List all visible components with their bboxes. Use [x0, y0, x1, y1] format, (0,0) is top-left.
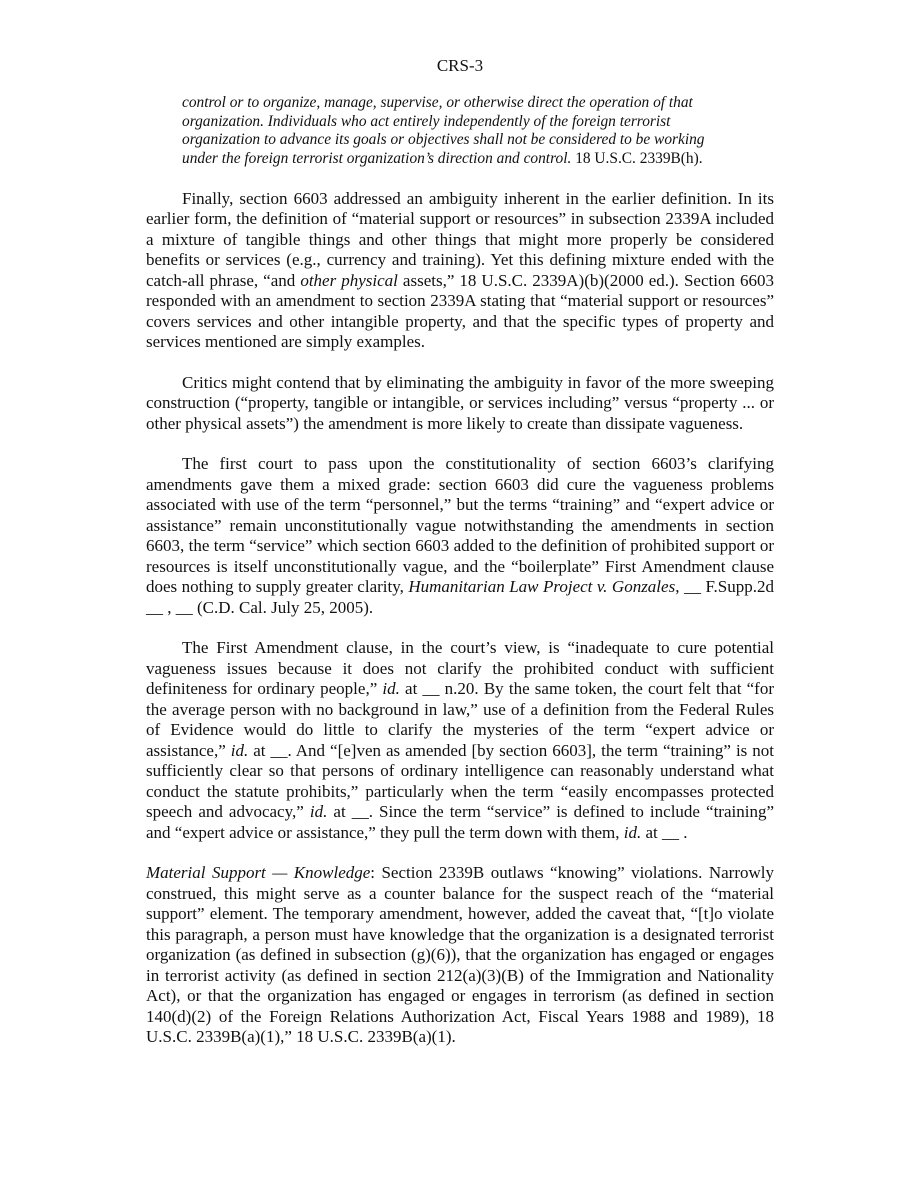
paragraph-text: The first court to pass upon the constitutionality of section 6603’s clarifying amendments gave them a mixed grade: section 6603 did cure the vagueness problems associated with use of the term “personnel,” but the terms “training” and “expert advice or assistance” remain unconstitutionally vague notwithstanding the amendments in section 6603, the term “service” which section 6603 added to the definition of prohibited support or resources is itself unconstitutionally vague, and the “boilerplate” First Amendment clause does nothing to supply greater clarity,: [146, 454, 774, 597]
quote-citation: 18 U.S.C. 2339B(h).: [575, 150, 703, 168]
document-body: [146, 94, 774, 1068]
paragraph-text: assets,” 18 U.S.C. 2339A)(b)(2000 ed.). Section 6603 responded with an amendment to section 2339A stating that “material support or resources” covers services and other intangible property, and that the specific types of property and services mentioned are simply examples.: [146, 270, 774, 352]
paragraph-text: at __. And “[e]ven as amended [by section 6603], the term “training” is not sufficiently clear so that persons of ordinary intelligence can reasonably understand what conduct the statute prohibits,” particularly when the term “easily encompasses protected speech and advocacy,”: [146, 740, 774, 822]
citation-id: id.: [309, 802, 328, 822]
paragraph-first-court: [146, 454, 774, 618]
paragraph-critics: Critics might contend that by eliminating the ambiguity in favor of the more sweeping construction (“property, tangible or intangible, or services including” versus “property ... or other physical assets”) the amendment is more likely to create than dissipate vagueness.: [146, 372, 774, 433]
section-heading: Material Support — Knowledge: [146, 863, 371, 883]
citation-id: id.: [382, 679, 400, 699]
paragraph-text: : Section 2339B outlaws “knowing” violations. Narrowly construed, this might serve as a counter balance for the suspect reach of the “material support” element. The temporary amendment, however, added the caveat that, “[t]o violate this paragraph, a person must have knowledge that the organization is a designated terrorist organization (as defined in subsection (g)(6)), that the organization has engaged or engages in terrorist activity (as defined in section 212(a)(3)(B) of the Immigration and Nationality Act), or that the organization has engaged or engages in terrorism (as defined in section 140(d)(2) of the Foreign Relations Authorization Act, Fiscal Years 1988 and 1989), 18 U.S.C. 2339B(a)(1),” 18 U.S.C. 2339B(a)(1).: [146, 863, 774, 1047]
citation-id: id.: [623, 822, 642, 842]
paragraph-knowledge: [146, 863, 774, 1048]
emphasis-text: other physical: [300, 270, 398, 290]
paragraph-text: at __ .: [641, 822, 688, 842]
citation-id: id.: [230, 740, 249, 760]
quote-text: control or to organize, manage, supervise, or otherwise direct the operation of that organization. Individuals who act entirely independently of the foreign terrorist organization to advance its goals or objectives shall not be considered to be working under the foreign terrorist organization’s direction and control.: [182, 94, 705, 168]
paragraph-section-6603-ambiguity: [146, 189, 774, 353]
paragraph-text: Finally, section 6603 addressed an ambiguity inherent in the earlier definition. In its earlier form, the definition of “material support or resources” in subsection 2339A included a mixture of tangible things and other things that might more properly be considered benefits or services (e.g., currency and training). Yet this defining mixture ended with the catch-all phrase, “and: [146, 188, 774, 290]
paragraph-text: , __ F.Supp.2d __ , __ (C.D. Cal. July 25, 2005).: [146, 577, 774, 617]
paragraph-text: The First Amendment clause, in the court’s view, is “inadequate to cure potential vagueness issues because it does not clarify the prohibited conduct with sufficient definiteness for ordinary people,”: [146, 638, 774, 699]
block-quote: [182, 94, 738, 169]
paragraph-text: at __. Since the term “service” is defined to include “training” and “expert advice or assistance,” they pull the term down with them,: [146, 802, 774, 842]
case-name: Humanitarian Law Project v. Gonzales: [408, 577, 676, 597]
paragraph-text: at __ n.20. By the same token, the court felt that “for the average person with no background in law,” use of a definition from the Federal Rules of Evidence would do little to clarify the mysteries of the term “expert advice or assistance,”: [146, 679, 774, 760]
page-number-header: CRS-3: [436, 56, 484, 75]
paragraph-first-amendment-clause: [146, 638, 774, 843]
